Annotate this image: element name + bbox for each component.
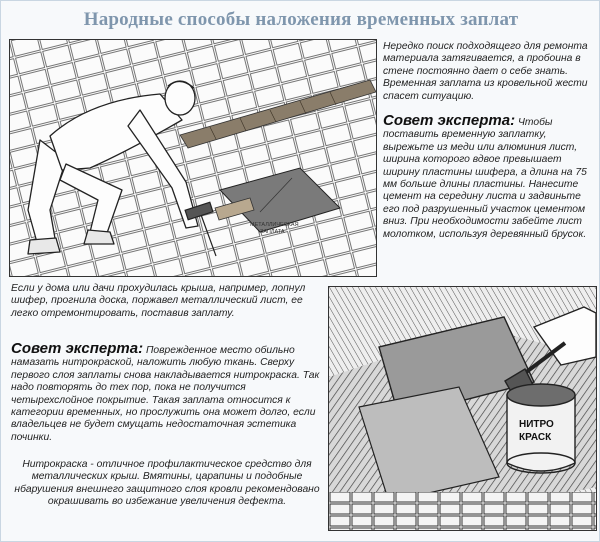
expert-tip-1-body: Чтобы поставить временную заплатку, вырежьте из меди или алюминия лист, ширина которого вдвое превышает ширину пластины шифера, а длина на 75 мм больше длины пластины. Нанесите цемент на середину листа и задвиньте его под разрушенный участок цементом вниз. При необходимости забейте лист молотком, используя деревянный брусок. xyxy=(383,117,587,240)
expert-tip-1 xyxy=(383,112,595,241)
expert-tip-2 xyxy=(11,340,323,444)
expert-tip-2-heading: Совет эксперта: xyxy=(11,340,144,357)
expert-tip-1-heading: Совет эксперта: xyxy=(383,112,516,129)
nitro-paint-note: Нитрокраска - отличное профилактическое средство для металлических крыш. Вмятины, царапины и подобные нбарушения внешнего защитного слоя кровли рекомендовано окрашивать во избежание увеличения дефекта. xyxy=(14,459,320,508)
nitro-paint-illustration xyxy=(328,286,597,531)
page-title: Народные способы наложения временных заплат xyxy=(83,9,519,30)
patch-label-line2: ЗАПЛАТА xyxy=(260,229,285,235)
can-label-line1: НИТРО xyxy=(519,419,554,430)
intro-text: Нередко поиск подходящего для ремонта материала затягивается, а пробоина в стене постоянно дает о себе знать. Временная заплата из кровельной жести спасет ситуацию. xyxy=(383,41,588,102)
expert-tip-2-body: Поврежденное место обильно намазать нитрокраской, наложить любую ткань. Сверху первого слоя заплаты снова накладывается нитрокраска. Так надо повторять до тех пор, пока не получится четырехслойное покрытие. Такая заплата относится к категории временных, но прослужить она может долго, если владельцев не будет смущать недостаточная эстетика починки. xyxy=(11,345,320,443)
can-label-line2: КРАСК xyxy=(519,432,552,443)
roof-repair-illustration xyxy=(9,39,377,277)
patch-label-line1: МЕТАЛЛИЧЕСКАЯ xyxy=(250,222,299,228)
story-text: Если у дома или дачи прохудилась крыша, например, лопнул шифер, прогнила доска, поржавел металлический лист, ее легко отремонтировать, поставив заплату. xyxy=(11,283,306,319)
